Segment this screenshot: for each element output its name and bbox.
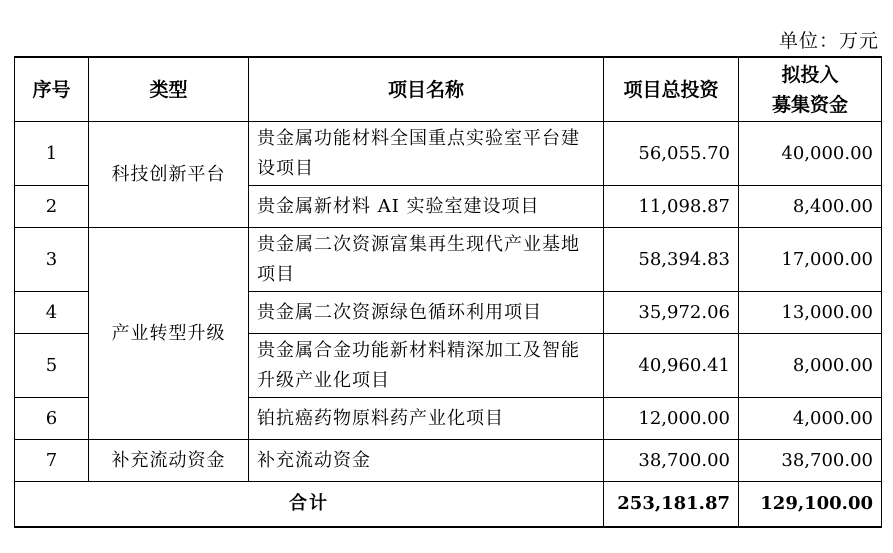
type-cell: 科技创新平台: [89, 122, 249, 228]
total-investment: 40,960.41: [604, 334, 739, 398]
raised-funds: 40,000.00: [739, 122, 882, 186]
table-row: [15, 440, 882, 482]
header-raised-line1: 拟投入: [781, 63, 839, 86]
project-name: 贵金属二次资源绿色循环利用项目: [249, 292, 604, 334]
total-investment: 35,972.06: [604, 292, 739, 334]
row-no: 7: [15, 440, 89, 482]
type-cell: 产业转型升级: [89, 228, 249, 440]
total-investment: 56,055.70: [604, 122, 739, 186]
raised-funds: 4,000.00: [739, 398, 882, 440]
header-name: 项目名称: [249, 57, 604, 122]
total-investment: 12,000.00: [604, 398, 739, 440]
raised-funds: 8,000.00: [739, 334, 882, 398]
table-row: [15, 228, 882, 292]
row-no: 1: [15, 122, 89, 186]
table-row: [15, 122, 882, 186]
total-investment: 58,394.83: [604, 228, 739, 292]
row-no: 6: [15, 398, 89, 440]
header-no: 序号: [15, 57, 89, 122]
table-header-row: [15, 57, 882, 122]
project-name: 补充流动资金: [249, 440, 604, 482]
header-type: 类型: [89, 57, 249, 122]
raised-funds: 13,000.00: [739, 292, 882, 334]
row-no: 3: [15, 228, 89, 292]
project-name: 贵金属二次资源富集再生现代产业基地项目: [249, 228, 604, 292]
total-investment: 11,098.87: [604, 186, 739, 228]
raised-funds-sum: 129,100.00: [739, 482, 882, 528]
project-name: 贵金属合金功能新材料精深加工及智能升级产业化项目: [249, 334, 604, 398]
unit-label: 单位：万元: [778, 30, 879, 52]
header-total-investment: 项目总投资: [604, 57, 739, 122]
raised-funds: 8,400.00: [739, 186, 882, 228]
type-cell: 补充流动资金: [89, 440, 249, 482]
header-raised-line2: 募集资金: [771, 93, 848, 116]
row-no: 2: [15, 186, 89, 228]
row-no: 4: [15, 292, 89, 334]
project-name: 贵金属新材料 AI 实验室建设项目: [249, 186, 604, 228]
total-investment-sum: 253,181.87: [604, 482, 739, 528]
total-label: 合计: [15, 482, 604, 528]
total-investment: 38,700.00: [604, 440, 739, 482]
raised-funds: 17,000.00: [739, 228, 882, 292]
investment-table: [14, 56, 882, 528]
project-name: 贵金属功能材料全国重点实验室平台建设项目: [249, 122, 604, 186]
project-name: 铂抗癌药物原料药产业化项目: [249, 398, 604, 440]
raised-funds: 38,700.00: [739, 440, 882, 482]
total-row: [15, 482, 882, 528]
header-raised-funds: [739, 57, 882, 122]
row-no: 5: [15, 334, 89, 398]
